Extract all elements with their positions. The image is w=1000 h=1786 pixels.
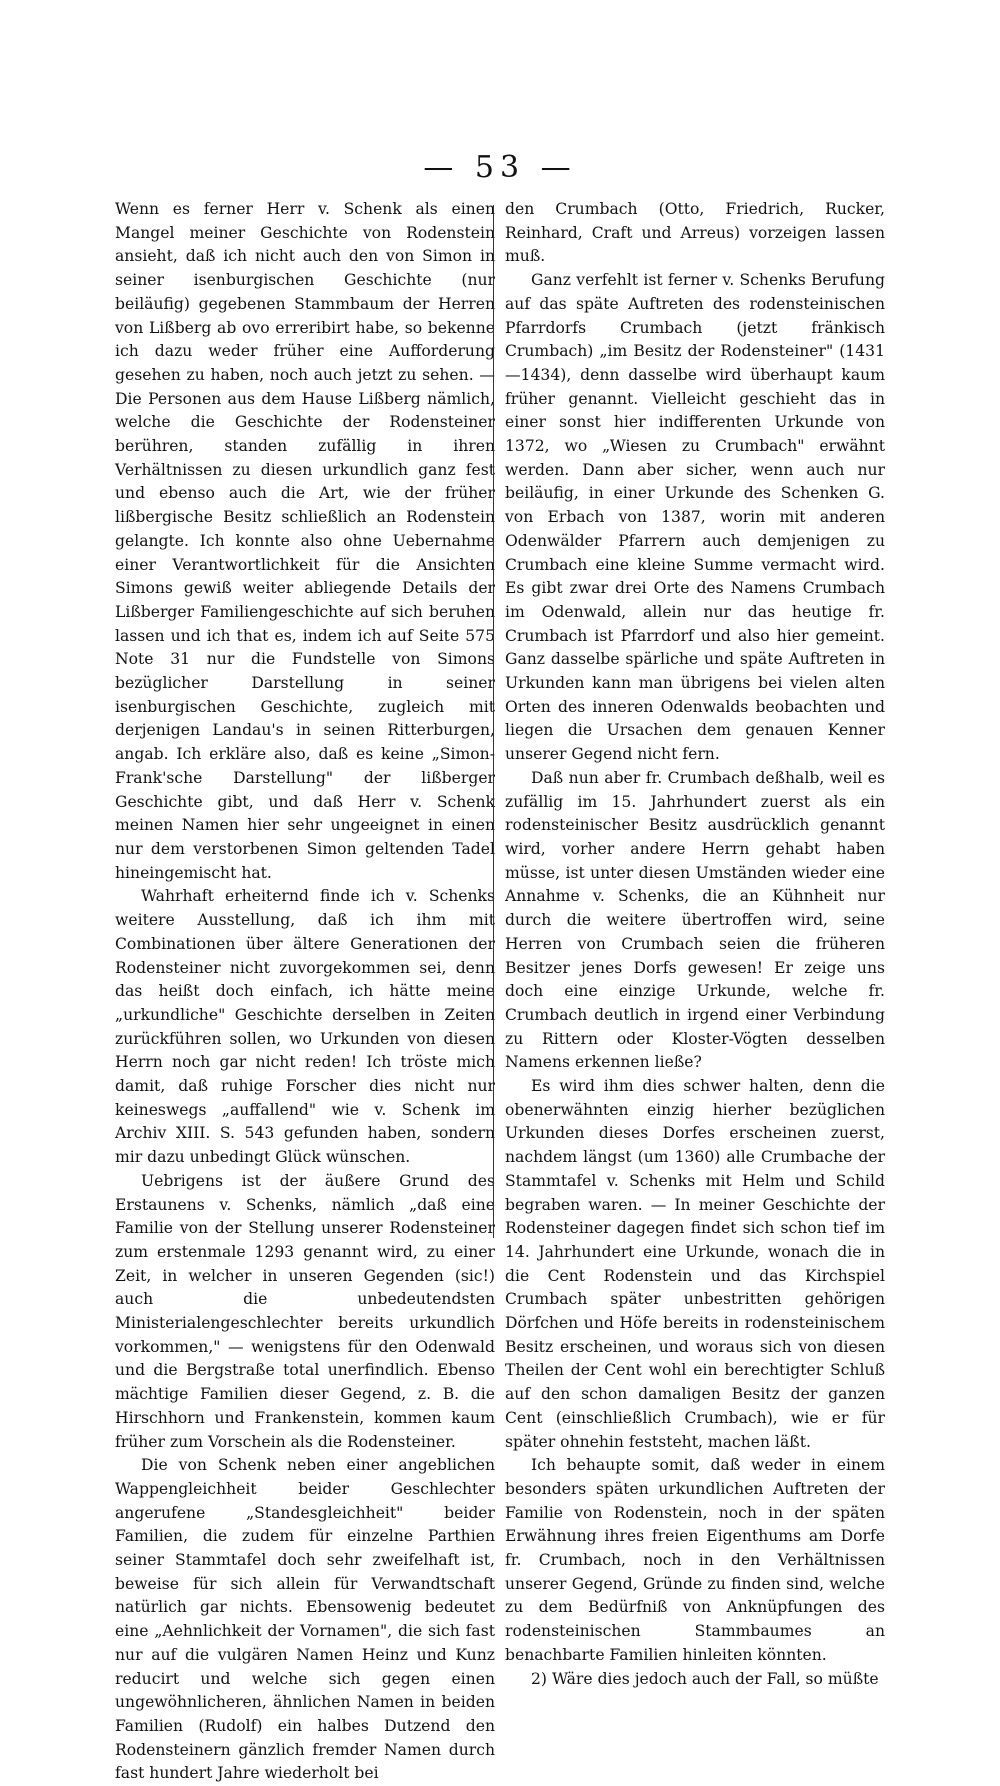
paragraph: Ich behaupte somit, daß weder in einem besonders späten urkundlichen Auftreten der Familie von Rodenstein, noch in der späten Erwähnung ihres freien Eigenthums am Dorfe fr. Crumbach, noch in den Verhältnissen unserer Gegend, Gründe zu finden sind, welche zu dem Bedürfniß von Anknüpfungen des rodensteinischen Stammbaumes an benachbarte Familien hinleiten könnten. <box>505 1456 885 1664</box>
paragraph: Es wird ihm dies schwer halten, denn die obenerwähnten einzig hierher bezüglichen Urkunden dieses Dorfes erscheinen zuerst, nachdem längst (um 1360) alle Crumbache der Stammtafel v. Schenks mit Helm und Schild begraben waren. — In meiner Geschichte der Rodensteiner dagegen findet sich schon tief im 14. Jahrhundert eine Urkunde, wonach die in die Cent Rodenstein und das Kirchspiel Crumbach später unbestritten gehörigen Dörfchen und Höfe bereits in rodensteinischem Besitz erscheinen, und woraus sich von diesen Theilen der Cent wohl ein berechtigter Schluß auf den schon damaligen Besitz der ganzen Cent (einschließlich Crumbach), wie er für später ohnehin feststeht, machen läßt. <box>505 1077 885 1451</box>
paragraph: Uebrigens ist der äußere Grund des Erstaunens v. Schenks, nämlich „daß eine Familie von der Stellung unserer Rodensteiner zum erstenmale 1293 genannt wird, zu einer Zeit, in welcher in unseren Gegenden (sic!) auch die unbedeutendsten Ministerialengeschlechter bereits urkundlich vorkommen," — wenigstens für den Odenwald und die Bergstraße total unerfindlich. Ebenso mächtige Familien dieser Gegend, z. B. die Hirschhorn und Frankenstein, kommen kaum früher zum Vorschein als die Rodensteiner. <box>115 1171 495 1451</box>
right-column <box>505 198 885 1691</box>
paragraph: Daß nun aber fr. Crumbach deßhalb, weil es zufällig im 15. Jahrhundert zuerst als ein rodensteinischer Besitz ausdrücklich genannt wird, vorher andere Herrn gehabt haben müsse, ist unter diesen Umständen wieder eine Annahme v. Schenks, die an Kühnheit nur durch die weitere übertroffen wird, seine Herren von Crumbach seien die früheren Besitzer jenes Dorfs gewesen! Er zeige uns doch eine einzige Urkunde, welche fr. Crumbach deutlich in irgend einer Verbindung zu Rittern oder Kloster-Vögten desselben Namens erkennen ließe? <box>505 768 885 1072</box>
paragraph: Wahrhaft erheiternd finde ich v. Schenks weitere Ausstellung, daß ich ihm mit Combinationen über ältere Generationen der Rodensteiner nicht zuvorgekommen sei, denn das heißt doch einfach, ich hätte meine „urkundliche" Geschichte derselben in Zeiten zurückführen sollen, wo Urkunden von diesen Herrn noch gar nicht reden! Ich tröste mich damit, daß ruhige Forscher dies nicht nur keineswegs „auffallend" wie v. Schenk im Archiv XIII. S. 543 gefunden haben, sondern mir dazu unbedingt Glück wünschen. <box>115 887 495 1167</box>
page-number-header: — 53 — <box>423 150 577 185</box>
left-column <box>115 198 495 1786</box>
paragraph: Die von Schenk neben einer angeblichen Wappengleichheit beider Geschlechter angerufene „Standesgleichheit" beider Familien, die zudem für einzelne Parthien seiner Stammtafel doch sehr zweifelhaft ist, beweise für sich allein für Verwandtschaft natürlich gar nichts. Ebensowenig bedeutet eine „Aehnlichkeit der Vornamen", die sich fast nur auf die vulgären Namen Heinz und Kunz reducirt und welche sich gegen einen ungewöhnlicheren, ähnlichen Namen in beiden Familien (Rudolf) ein halbes Dutzend den Rodensteinern gänzlich fremder Namen durch fast hundert Jahre wiederholt bei <box>115 1456 495 1783</box>
paragraph: 2) Wäre dies jedoch auch der Fall, so müßte <box>531 1669 879 1688</box>
paragraph: Wenn es ferner Herr v. Schenk als einen Mangel meiner Geschichte von Rodenstein ansieht, daß ich nicht auch den von Simon in seiner isenburgischen Geschichte (nur beiläufig) gegebenen Stammbaum der Herren von Lißberg ab ovo erreribirt habe, so bekenne ich dazu weder früher eine Aufforderung gesehen zu haben, noch auch jetzt zu sehen. — Die Personen aus dem Hause Lißberg nämlich, welche die Geschichte der Rodensteiner berühren, standen zufällig in ihren Verhältnissen zu diesen urkundlich ganz fest und ebenso auch die Art, wie der früher lißbergische Besitz schließlich an Rodenstein gelangte. Ich konnte also ohne Uebernahme einer Verantwortlichkeit für die Ansichten Simons gewiß weiter abliegende Details der Lißberger Familiengeschichte auf sich beruhen lassen und ich that es, indem ich auf Seite 575 Note 31 nur die Fundstelle von Simons bezüglicher Darstellung in seiner isenburgischen Geschichte, zugleich mit derjenigen Landau's in seinen Ritterburgen, angab. Ich erkläre also, daß es keine „Simon-Frank'sche Darstellung" der lißberger Geschichte gibt, und daß Herr v. Schenk meinen Namen hier sehr ungeeignet in einen nur dem verstorbenen Simon geltenden Tadel hineingemischt hat. <box>115 200 495 882</box>
paragraph: Ganz verfehlt ist ferner v. Schenks Berufung auf das späte Auftreten des rodensteinischen Pfarrdorfs Crumbach (jetzt fränkisch Crumbach) „im Besitz der Rodensteiner" (1431—1434), denn dasselbe wird überhaupt kaum früher genannt. Vielleicht geschieht das in einer sonst hier indifferenten Urkunde von 1372, wo „Wiesen zu Crumbach" erwähnt werden. Dann aber sicher, wenn auch nur beiläufig, in einer Urkunde des Schenken G. von Erbach von 1387, worin mit anderen Odenwälder Pfarrern auch demjenigen zu Crumbach eine kleine Summe vermacht wird. Es gibt zwar drei Orte des Namens Crumbach im Odenwald, allein nur das heutige fr. Crumbach ist Pfarrdorf und also hier gemeint. Ganz dasselbe spärliche und späte Auftreten in Urkunden kann man übrigens bei vielen alten Orten des inneren Odenwalds beobachten und liegen die Ursachen dem genauen Kenner unserer Gegend nicht fern. <box>505 271 885 764</box>
column-divider <box>493 205 494 1238</box>
paragraph: den Crumbach (Otto, Friedrich, Rucker, Reinhard, Craft und Arreus) vorzeigen lassen muß. <box>505 200 885 266</box>
